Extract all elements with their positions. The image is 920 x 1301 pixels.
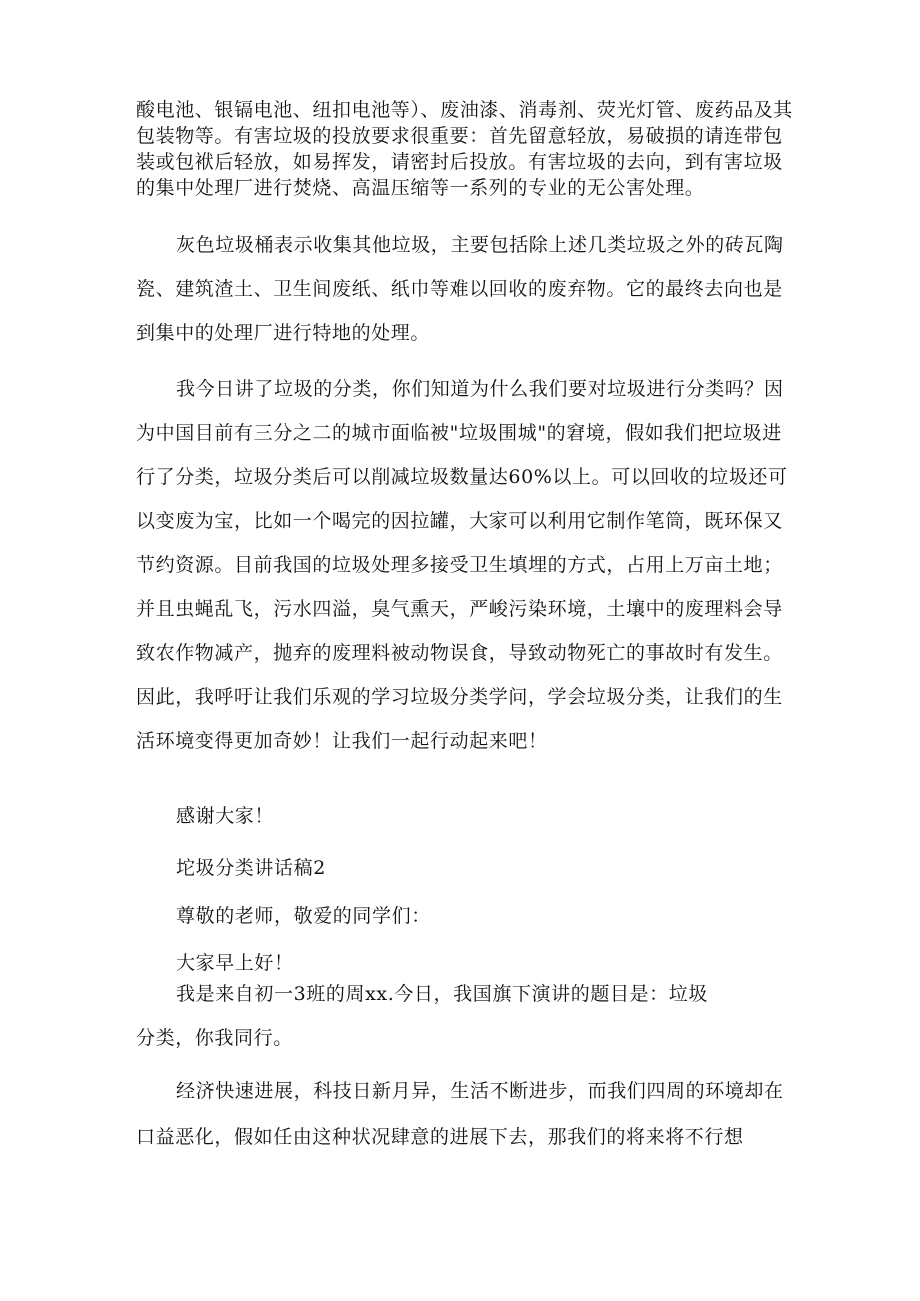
paragraph-why-sort: 我今日讲了垃圾的分类，你们知道为什么我们要对垃圾进行分类吗？因为中国目前有三分之二的城市面临被"垃圾围城"的窘境，假如我们把垃圾进行了分类，垃圾分类后可以削减垃圾数量达60%以上。可以回收的垃圾还可以变废为宝，比如一个喝完的因拉罐，大家可以利用它制作笔筒，既环保又节约资源。目前我国的垃圾处理多接受卫生填埋的方式，占用上万亩土地；并且虫蝇乱飞，污水四溢，臭气熏天，严峻污染环境，土壤中的废理料会导致农作物减产，抛弃的废理料被动物误食，导致动物死亡的事故时有发生。因此，我呼吁让我们乐观的学习垃圾分类学问，学会垃圾分类，让我们的生活环境变得更加奇妙！让我们一起行动起来吧！ (136, 378, 788, 752)
intro-line-1: 我是来自初一3班的周xx.今日，我国旗下演讲的题目是：垃圾 (176, 983, 708, 1005)
thanks-line: 感谢大家！ (176, 805, 275, 827)
paragraph-hazardous-waste: 酸电池、银镉电池、纽扣电池等）、废油漆、消毒剂、荧光灯管、废药品及其包装物等。有害垃圾的投放要求很重要：首先留意轻放，易破损的请连带包装或包袱后轻放，如易挥发，请密封后投放。有害垃圾的去向，到有害垃圾的集中处理厂进行焚烧、高温压缩等一系列的专业的无公害处理。 (136, 99, 793, 199)
paragraph-grey-bin: 灰色垃圾桶表示收集其他垃圾，主要包括除上述几类垃圾之外的砖瓦陶瓷、建筑渣土、卫生间废纸、纸巾等难以回收的废弃物。它的最终去向也是到集中的处理厂进行特地的处理。 (136, 234, 784, 344)
paragraph-economy: 经济快速进展，科技日新月异，生活不断进步，而我们四周的环境却在口益恶化，假如任由这种状况肆意的进展下去，那我们的将来将不行想 (136, 1080, 784, 1148)
intro-line-2: 分类，你我同行。 (136, 1027, 293, 1049)
good-morning-line: 大家早上好！ (176, 952, 294, 974)
greeting-line: 尊敬的老师，敬爱的同学们： (176, 905, 431, 927)
speech-2-title: 坨圾分类讲话稿2 (176, 857, 326, 879)
